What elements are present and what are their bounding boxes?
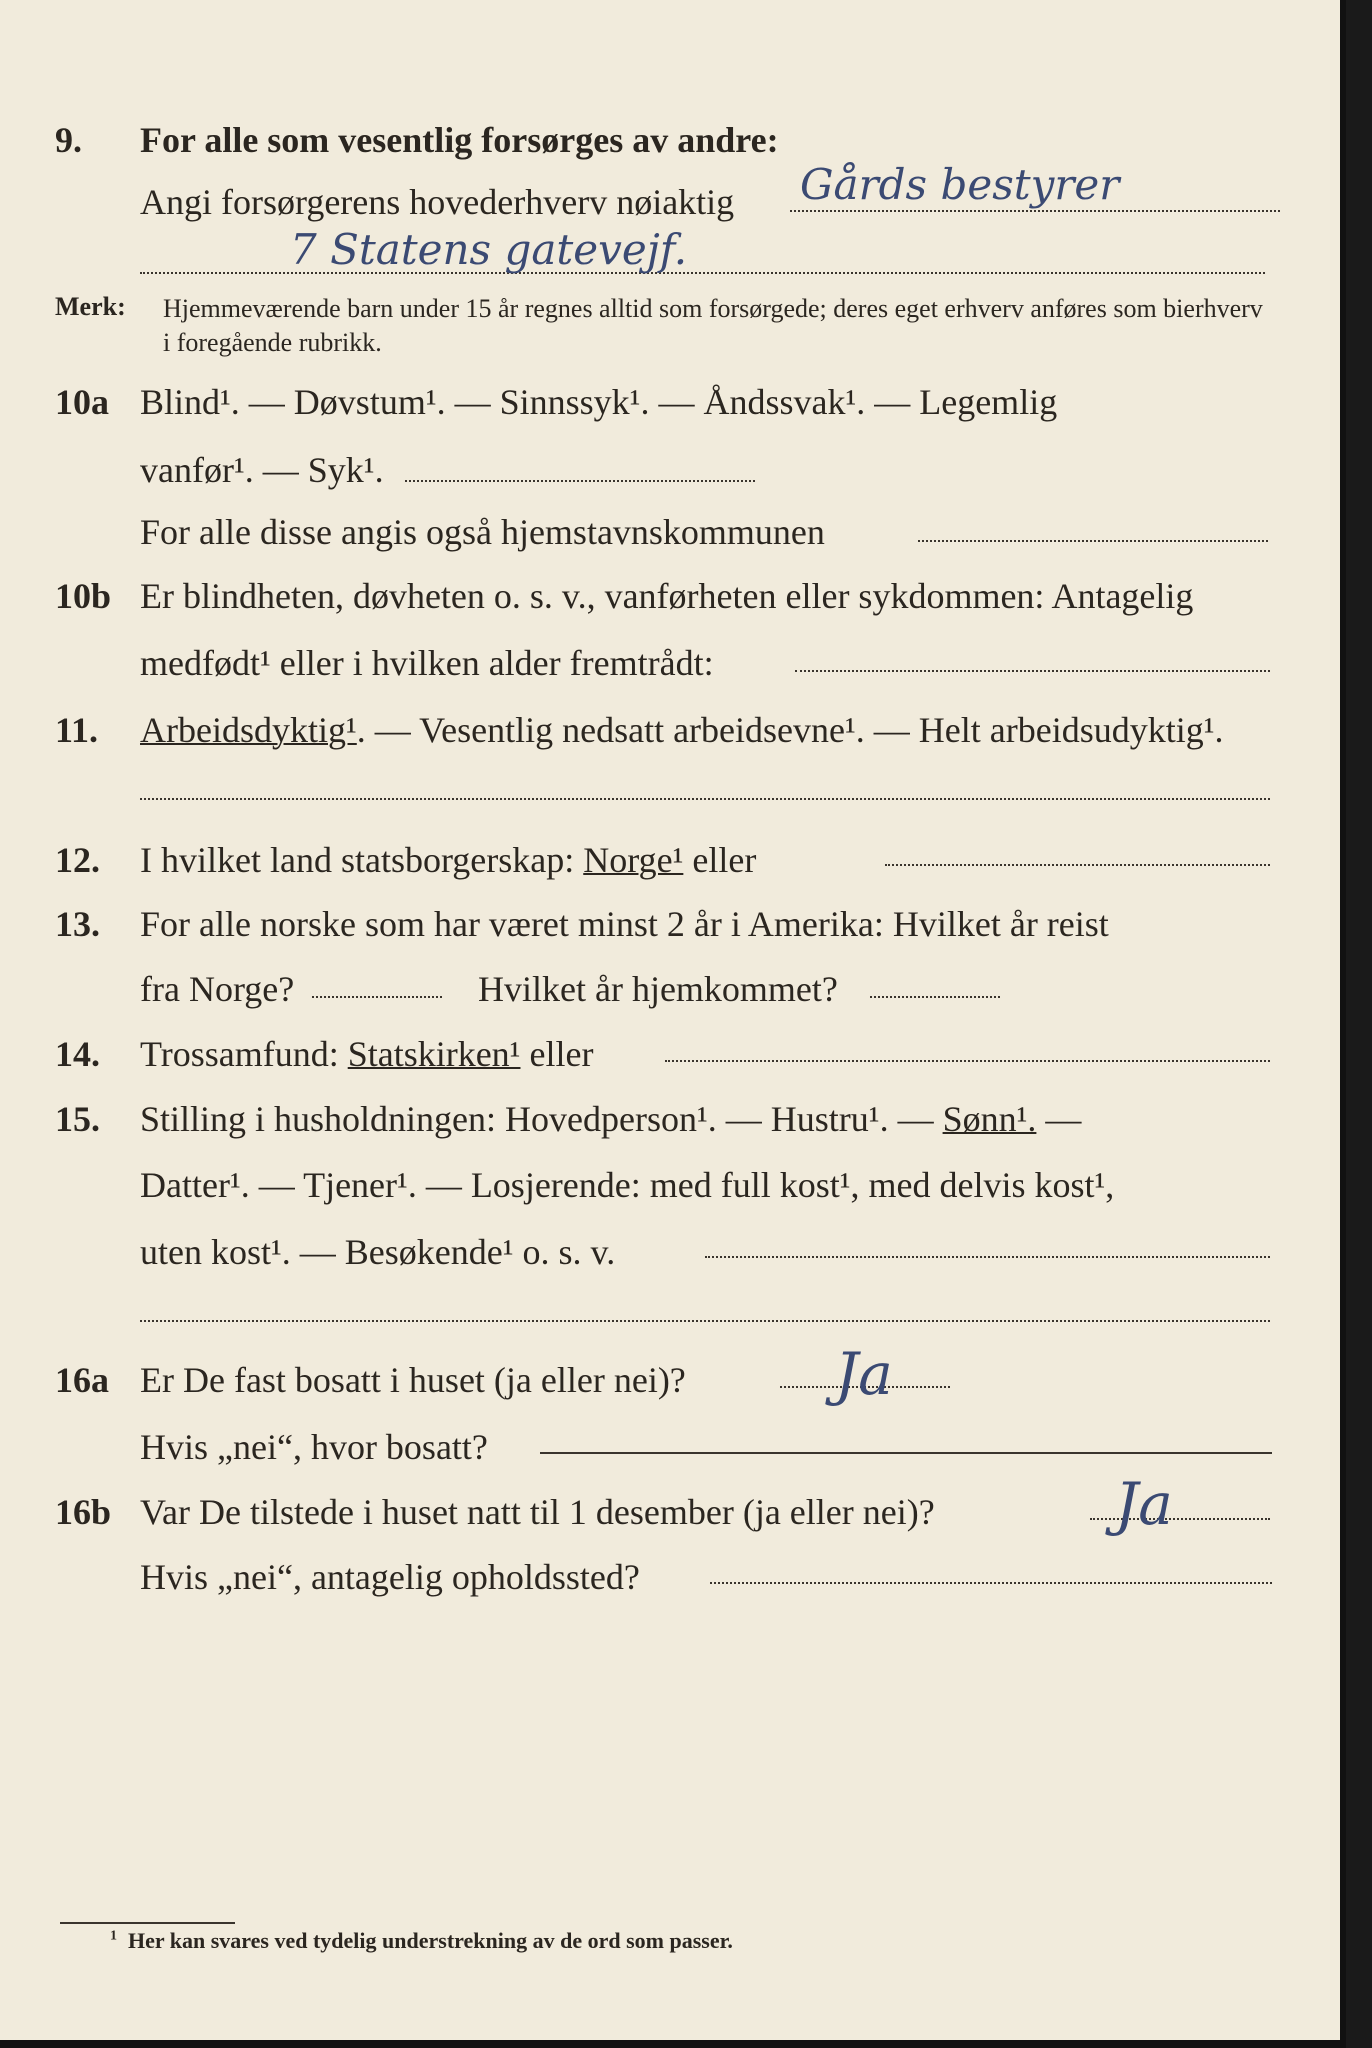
q14-post: eller: [529, 1034, 594, 1074]
q15-line1-post: —: [1045, 1099, 1082, 1139]
q11-answer-line: [140, 798, 1270, 800]
q16a-handwritten-answer: Ja: [835, 1340, 893, 1408]
q16b-location-line: [710, 1582, 1272, 1584]
q10b-number: 10b: [55, 576, 112, 616]
q10a-line1: Blind¹. — Døvstum¹. — Sinnssyk¹. — Åndssvak¹. — Legemlig: [140, 382, 1058, 422]
q12-text: [140, 838, 756, 882]
q11-number: 11.: [55, 710, 99, 750]
q15-answer-line1: [705, 1256, 1270, 1258]
q11-selected-option: Arbeidsdyktig¹: [140, 710, 357, 750]
q15-number: 15.: [55, 1099, 100, 1139]
q16b-handwritten-answer: Ja: [1115, 1470, 1173, 1538]
footnote: [110, 1928, 733, 1954]
footnote-mark: 1: [110, 1928, 117, 1944]
q10a-municipality-line: [918, 540, 1268, 542]
q15-line3: uten kost¹. — Besøkende¹ o. s. v.: [140, 1232, 616, 1272]
q16b-line2: Hvis „nei“, antagelig opholdssted?: [140, 1557, 640, 1597]
merk-label: Merk:: [55, 292, 126, 321]
q10b-line1: Er blindheten, døvheten o. s. v., vanførheten eller sykdommen: Antagelig: [140, 576, 1194, 616]
q11-text: [140, 708, 1224, 752]
q9-answer-line1: [790, 210, 1280, 212]
q16a-line1: Er De fast bosatt i huset (ja eller nei)?: [140, 1360, 686, 1400]
merk-text: Hjemmeværende barn under 15 år regnes alltid som forsørgede; deres eget erhverv anføres som bierhverv i foregående rubrikk.: [163, 294, 1263, 357]
q9-number: 9.: [55, 120, 82, 160]
q14-text: [140, 1032, 593, 1076]
q14-number: 14.: [55, 1034, 100, 1074]
q14-selected-option: Statskirken¹: [347, 1034, 521, 1074]
q16a-where-line: [540, 1452, 1272, 1454]
q9-handwritten-answer2: 7 Statens gatevejf.: [290, 225, 688, 274]
q13-year-returned-line: [870, 996, 1000, 998]
q13-number: 13.: [55, 904, 100, 944]
q15-selected-option: Sønn¹.: [942, 1099, 1037, 1139]
q10a-line2: vanfør¹. — Syk¹.: [140, 450, 384, 490]
q12-answer-line: [885, 864, 1270, 866]
q10a-line3: For alle disse angis også hjemstavnskommunen: [140, 512, 825, 552]
q10b-answer-line: [795, 670, 1270, 672]
q11-rest: . — Vesentlig nedsatt arbeidsevne¹. — Helt arbeidsudyktig¹.: [356, 710, 1224, 750]
q13-line2b: Hvilket år hjemkommet?: [478, 969, 838, 1009]
q10b-line2: medfødt¹ eller i hvilken alder fremtrådt:: [140, 643, 714, 683]
q12-post: eller: [692, 840, 757, 880]
q16a-number: 16a: [55, 1360, 109, 1400]
q15-answer-line2: [140, 1320, 1270, 1322]
q12-number: 12.: [55, 840, 100, 880]
q16b-line1: Var De tilstede i huset natt til 1 desember (ja eller nei)?: [140, 1492, 935, 1532]
q16a-line2: Hvis „nei“, hvor bosatt?: [140, 1427, 488, 1467]
q14-answer-line: [665, 1060, 1270, 1062]
q13-year-left-line: [312, 996, 442, 998]
footnote-rule: [60, 1922, 235, 1924]
q12-pre: I hvilket land statsborgerskap:: [140, 840, 575, 880]
q16b-number: 16b: [55, 1492, 112, 1532]
q15-line1-pre: Stilling i husholdningen: Hovedperson¹. — Hustru¹. —: [140, 1099, 934, 1139]
q14-pre: Trossamfund:: [140, 1034, 339, 1074]
footnote-text: Her kan svares ved tydelig understrekning av de ord som passer.: [128, 1928, 733, 1953]
q9-heading: For alle som vesentlig forsørges av andre:: [140, 120, 779, 160]
q12-selected-option: Norge¹: [583, 840, 684, 880]
q10a-number: 10a: [55, 382, 109, 422]
q15-line1: [140, 1097, 1081, 1141]
q9-handwritten-answer1: Gårds bestyrer: [800, 160, 1120, 209]
q13-line1: For alle norske som har været minst 2 år i Amerika: Hvilket år reist: [140, 904, 1109, 944]
q13-line2a: fra Norge?: [140, 969, 295, 1009]
q15-line2: Datter¹. — Tjener¹. — Losjerende: med full kost¹, med delvis kost¹,: [140, 1165, 1115, 1205]
q9-occupation-label: Angi forsørgerens hovederhverv nøiaktig: [140, 182, 735, 222]
q10a-sick-line: [405, 480, 755, 482]
